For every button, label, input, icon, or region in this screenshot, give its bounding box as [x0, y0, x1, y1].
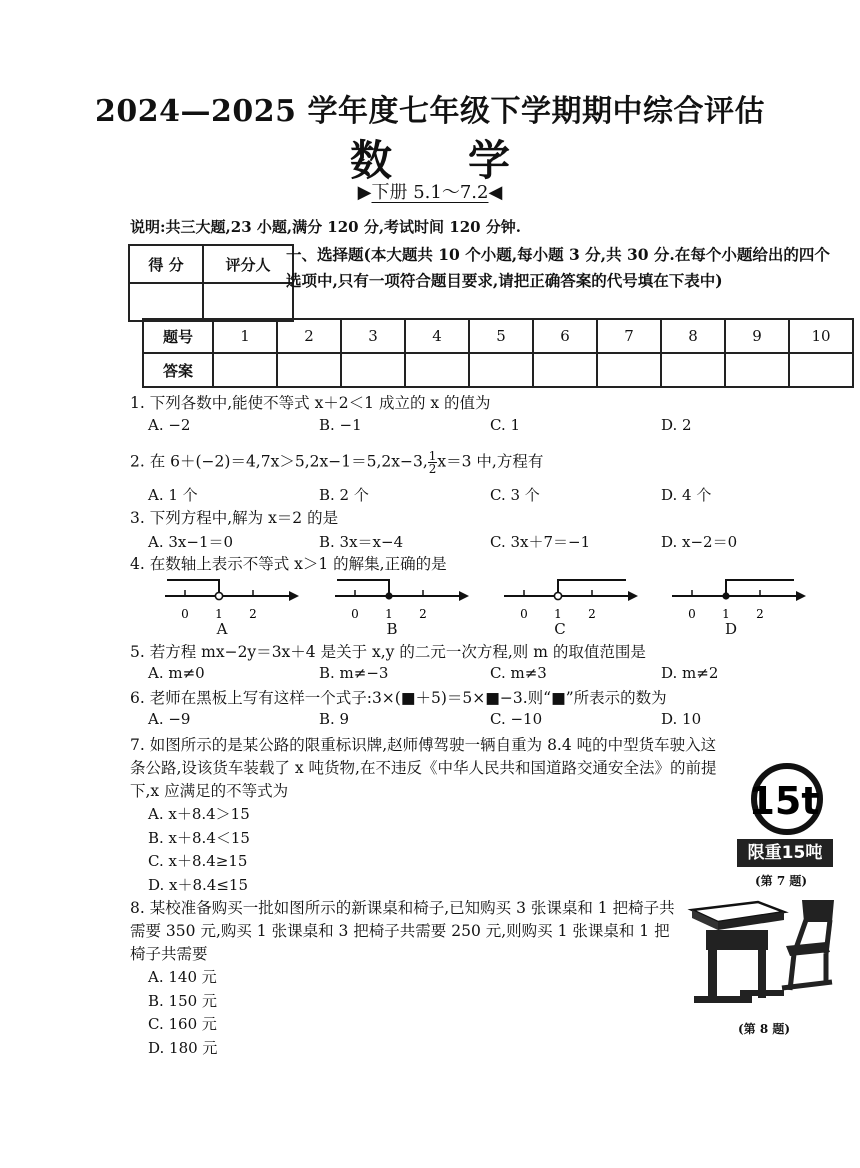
weight-limit-badge: 限重15吨	[737, 839, 833, 867]
scope-text: 下册 5.1～7.2	[371, 182, 489, 203]
scope-arrow-left: ▶	[357, 182, 372, 203]
option-a[interactable]: A. −9	[148, 710, 191, 728]
answer-cell[interactable]	[405, 353, 469, 387]
option-d[interactable]: D. x−2＝0	[661, 533, 738, 551]
question-number-cell: 9	[725, 319, 789, 353]
question-2-stem	[130, 450, 830, 475]
figure-8-caption: (第 8 题)	[738, 1022, 791, 1036]
option-b[interactable]: B. 3x＝x−4	[319, 533, 404, 551]
option-c[interactable]: C	[554, 620, 566, 638]
option-b[interactable]: B. −1	[319, 416, 362, 434]
figure-7-caption: (第 7 题)	[755, 874, 808, 888]
tick-label-2: 2	[756, 607, 764, 621]
subject-char-1: 数	[349, 136, 392, 185]
tick-label-2: 2	[588, 607, 596, 621]
tick-label-0: 0	[688, 607, 696, 621]
scope-line	[0, 178, 860, 204]
answer-cell[interactable]	[277, 353, 341, 387]
option-d[interactable]: D. 10	[661, 710, 702, 728]
option-a[interactable]: A. 3x−1＝0	[148, 533, 234, 551]
option-b[interactable]: B. 2 个	[319, 486, 369, 504]
answer-table-number-label: 题号	[143, 319, 213, 353]
option-d[interactable]: D. m≠2	[661, 664, 719, 682]
question-5-stem: 5. 若方程 mx−2y＝3x＋4 是关于 x,y 的二元一次方程,则 m 的取值范围是	[130, 643, 646, 661]
answer-cell[interactable]	[341, 353, 405, 387]
tick-label-1: 1	[215, 607, 223, 621]
question-5-options	[148, 664, 832, 682]
tick-label-0: 0	[520, 607, 528, 621]
question-number-cell: 2	[277, 319, 341, 353]
fraction-denominator: 2	[428, 462, 437, 476]
answer-table-answer-row	[143, 353, 853, 387]
tick-label-0: 0	[351, 607, 359, 621]
option-a[interactable]: A. −2	[148, 416, 191, 434]
number-line-a[interactable]	[163, 574, 303, 630]
question-4-stem: 4. 在数轴上表示不等式 x＞1 的解集,正确的是	[130, 555, 447, 573]
tick-label-1: 1	[722, 607, 730, 621]
answer-table	[142, 318, 854, 388]
sign-text: 15t	[748, 779, 820, 823]
option-a[interactable]: A. m≠0	[148, 664, 205, 682]
option-a[interactable]: A. 140 元	[148, 968, 217, 986]
question-number-cell: 3	[341, 319, 405, 353]
score-box	[128, 244, 294, 322]
option-b[interactable]: B	[386, 620, 398, 638]
weight-limit-sign-icon	[738, 762, 836, 836]
option-a[interactable]: A. 1 个	[148, 486, 198, 504]
answer-cell[interactable]	[597, 353, 661, 387]
option-c[interactable]: C. −10	[490, 710, 543, 728]
option-d[interactable]: D. 180 元	[148, 1038, 218, 1057]
question-number-cell: 10	[789, 319, 853, 353]
exam-title: 2024—2025 学年度七年级下学期期中综合评估	[95, 94, 765, 129]
tick-label-1: 1	[385, 607, 393, 621]
tick-label-2: 2	[419, 607, 427, 621]
tick-label-2: 2	[249, 607, 257, 621]
question-number-cell: 7	[597, 319, 661, 353]
answer-cell[interactable]	[789, 353, 853, 387]
scope-arrow-right: ◀	[488, 182, 503, 203]
question-number-cell: 6	[533, 319, 597, 353]
question-8-options	[148, 966, 217, 1060]
option-a[interactable]: A. x＋8.4＞15	[148, 805, 250, 823]
question-7-stem: 7. 如图所示的是某公路的限重标识牌,赵师傅驾驶一辆自重为 8.4 吨的中型货车驶入这条公路,设该货车装载了 x 吨货物,在不违反《中华人民共和国道路交通安全法》的前提下,x 应满足的不等式为	[130, 736, 717, 800]
section1-heading: 一、选择题(本大题共 10 个小题,每小题 3 分,共 30 分.在每个小题给出的四个选项中,只有一项符合题目要求,请把正确答案的代号填在下表中)	[286, 245, 830, 290]
instructions-note: 说明:共三大题,23 小题,满分 120 分,考试时间 120 分钟.	[130, 218, 522, 236]
option-b[interactable]: B. m≠−3	[319, 664, 389, 682]
option-c[interactable]: C. m≠3	[490, 664, 547, 682]
question-number-cell: 5	[469, 319, 533, 353]
question-3-options	[148, 531, 832, 552]
question-number-cell: 1	[213, 319, 277, 353]
option-a[interactable]: A	[216, 620, 228, 638]
tick-label-0: 0	[181, 607, 189, 621]
score-cell[interactable]	[129, 283, 203, 321]
option-d[interactable]: D. 4 个	[661, 486, 712, 504]
answer-cell[interactable]	[469, 353, 533, 387]
question-number-cell: 4	[405, 319, 469, 353]
question-6-options	[148, 710, 832, 728]
question-2-text-b: x＝3 中,方程有	[437, 452, 544, 471]
fraction-numerator: 1	[428, 449, 437, 463]
subject-char-2: 学	[468, 136, 511, 185]
question-number-cell: 8	[661, 319, 725, 353]
grader-cell[interactable]	[203, 283, 293, 321]
desk-and-chair-icon	[686, 892, 838, 1016]
option-c[interactable]: C. 1	[490, 416, 521, 434]
question-2-text-a: 2. 在 6＋(−2)＝4,7x＞5,2x−1＝5,2x−3,	[130, 452, 428, 471]
answer-cell[interactable]	[213, 353, 277, 387]
question-7-options	[148, 803, 250, 897]
question-6-stem: 6. 老师在黑板上写有这样一个式子:3×(■＋5)＝5×■−3.则“■”所表示的数为	[130, 689, 667, 707]
question-8-stem: 8. 某校准备购买一批如图所示的新课桌和椅子,已知购买 3 张课桌和 1 把椅子共需要 350 元,购买 1 张课桌和 3 把椅子共需要 250 元,则购买 1 张课桌和 1 把椅子共需要	[130, 899, 675, 963]
option-b[interactable]: B. x＋8.4＜15	[148, 828, 250, 847]
answer-cell[interactable]	[533, 353, 597, 387]
question-3-stem: 3. 下列方程中,解为 x＝2 的是	[130, 509, 339, 527]
question-1-options	[148, 416, 832, 434]
answer-cell[interactable]	[725, 353, 789, 387]
option-c[interactable]: C. 160 元	[148, 1015, 217, 1034]
question-2-options	[148, 484, 832, 505]
number-line-b[interactable]	[333, 574, 473, 630]
answer-cell[interactable]	[661, 353, 725, 387]
answer-table-number-row	[143, 319, 853, 353]
option-d[interactable]: D. x＋8.4≤15	[148, 875, 248, 894]
option-c[interactable]: C. x＋8.4≥15	[148, 852, 248, 871]
option-b[interactable]: B. 150 元	[148, 991, 217, 1010]
option-c[interactable]: C. 3x＋7＝−1	[490, 533, 591, 551]
grader-label: 评分人	[203, 245, 293, 283]
question-1-stem: 1. 下列各数中,能使不等式 x＋2＜1 成立的 x 的值为	[130, 394, 491, 412]
number-line-c[interactable]	[502, 574, 642, 630]
fraction-half	[428, 450, 438, 475]
option-b[interactable]: B. 9	[319, 710, 350, 728]
score-label: 得 分	[129, 245, 203, 283]
option-d[interactable]: D. 2	[661, 416, 692, 434]
option-d[interactable]: D	[724, 620, 738, 638]
option-c[interactable]: C. 3 个	[490, 486, 540, 504]
tick-label-1: 1	[554, 607, 562, 621]
answer-table-answer-label: 答案	[143, 353, 213, 387]
